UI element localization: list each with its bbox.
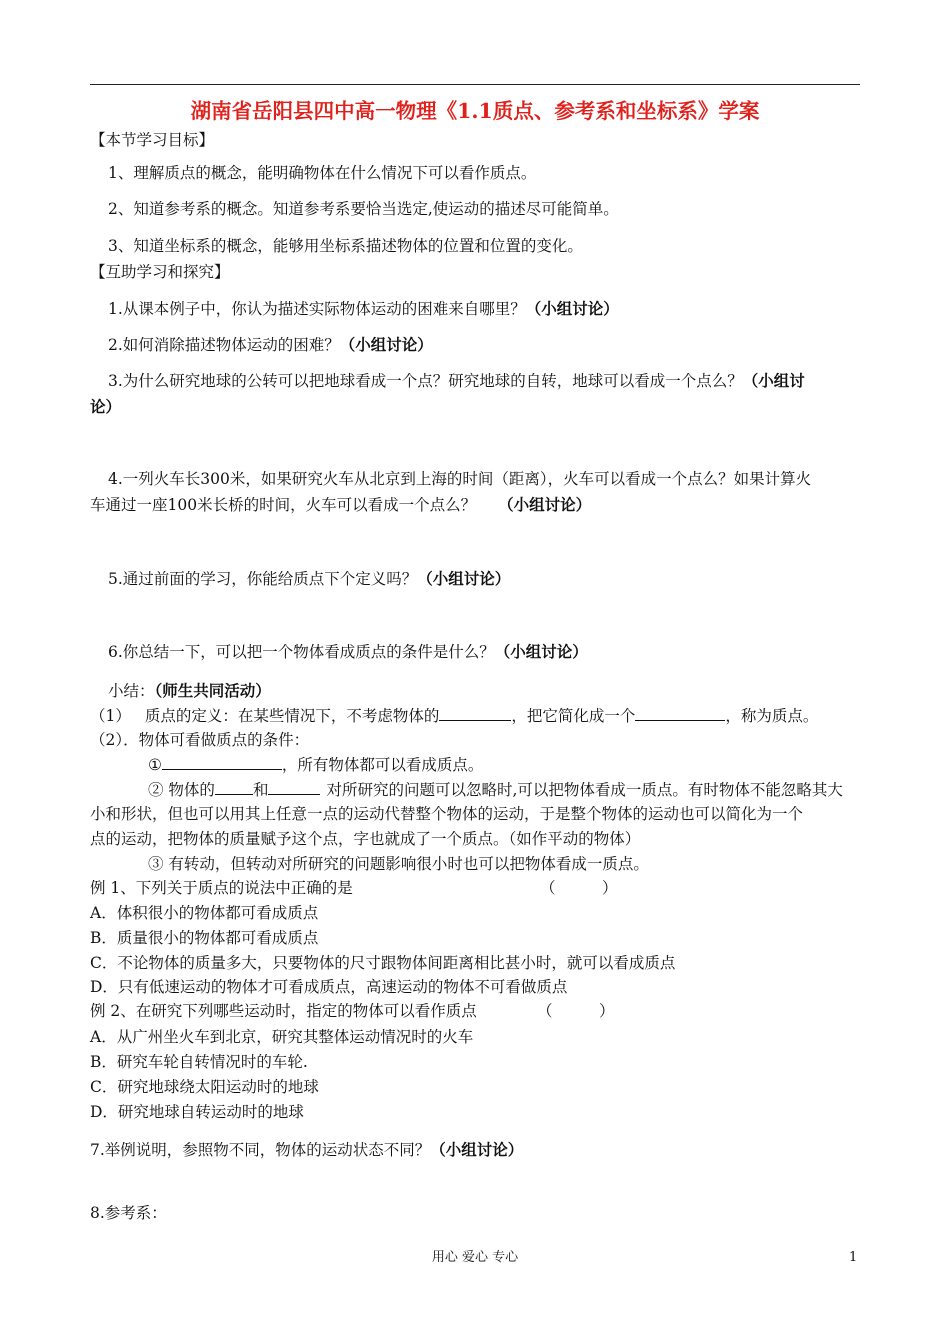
example-1-option-a: A．体积很小的物体都可看成质点: [90, 904, 319, 922]
definition-text-a: 质点的定义：在某些情况下，不考虑物体的: [144, 707, 440, 725]
objective-item-3: 3、知道坐标系的概念，能够用坐标系描述物体的位置和位置的变化。: [108, 237, 583, 255]
summary-conditions: （2）．物体可看做质点的条件：: [90, 731, 310, 749]
summary-label: 小结：: [108, 682, 155, 700]
condition-2: [148, 779, 843, 800]
question-4-line-1: 4.一列火车长300米，如果研究火车从北京到上海的时间（距离），火车可以看成一个点么？如果计算火: [108, 470, 812, 488]
question-2-text: 2.如何消除描述物体运动的困难？: [108, 336, 340, 354]
question-3: [108, 371, 805, 391]
page-footer: 用心 爱心 专心: [431, 1250, 519, 1265]
blank-2[interactable]: [635, 705, 725, 721]
condition-1: [148, 754, 483, 775]
example-2-option-b: B．研究车轮自转情况时的车轮.: [90, 1053, 308, 1071]
page-number: 1: [849, 1250, 858, 1265]
question-5: [108, 569, 510, 589]
group-discussion-tag: （小组讨论）: [498, 495, 592, 514]
example-1-stem: 例 1、下列关于质点的说法中正确的是: [90, 879, 353, 897]
question-6-text: 6.你总结一下，可以把一个物体看成质点的条件是什么？: [108, 643, 495, 661]
example-1-answer-bracket[interactable]: （ ）: [540, 879, 618, 897]
question-6: [108, 642, 588, 662]
summary-heading: [108, 681, 271, 701]
header-rule: [90, 84, 860, 85]
example-2-option-a: A．从广州坐火车到北京，研究其整体运动情况时的火车: [90, 1028, 474, 1046]
example-1-option-d: D．只有低速运动的物体才可看成质点，高速运动的物体不可看做质点: [90, 978, 568, 996]
condition-2-text-a: ② 物体的: [148, 781, 215, 799]
example-2-option-c: C．研究地球绕太阳运动时的地球: [90, 1078, 319, 1096]
question-4-line-2: [90, 495, 591, 515]
summary-definition: [90, 705, 818, 726]
condition-2-text-c: 对所研究的问题可以忽略时,可以把物体看成一质点。有时物体不能忽略其大: [326, 781, 843, 799]
group-discussion-tag: （小组讨: [742, 371, 805, 390]
question-3-tag-wrap: 论）: [90, 397, 122, 416]
condition-2-text-b: 和: [252, 781, 269, 799]
condition-2-line-2: 小和形状，但也可以用其上任意一点的运动代替整个物体的运动，于是整个物体的运动也可以简化为一个: [90, 805, 804, 823]
blank-4[interactable]: [215, 779, 253, 795]
question-2: [108, 335, 433, 355]
example-2-option-d: D．研究地球自转运动时的地球: [90, 1103, 304, 1121]
condition-1-text: ，所有物体都可以看成质点。: [281, 756, 484, 774]
question-1: [108, 299, 619, 319]
group-discussion-tag: （小组讨论）: [525, 299, 619, 318]
condition-1-number: ①: [148, 756, 162, 774]
question-3-text: 3.为什么研究地球的公转可以把地球看成一个点？研究地球的自转，地球可以看成一个点么？: [108, 372, 743, 390]
page-title: 湖南省岳阳县四中高一物理《1.1质点、参考系和坐标系》学案: [190, 99, 760, 123]
summary-tag: （师生共同活动）: [154, 681, 271, 700]
example-1-option-c: C．不论物体的质量多大，只要物体的尺寸跟物体间距离相比甚小时，就可以看成质点: [90, 954, 676, 972]
question-5-text: 5.通过前面的学习，你能给质点下个定义吗？: [108, 570, 418, 588]
blank-5[interactable]: [268, 779, 320, 795]
objective-item-2: 2、知道参考系的概念。知道参考系要恰当选定,使运动的描述尽可能简单。: [108, 200, 619, 218]
definition-text-b: ，把它简化成一个: [511, 707, 636, 725]
objectives-heading: 【本节学习目标】: [90, 131, 215, 149]
objective-item-1: 1、理解质点的概念，能明确物体在什么情况下可以看作质点。: [108, 164, 537, 182]
question-7: [90, 1140, 523, 1160]
question-1-text: 1.从课本例子中，你认为描述实际物体运动的困难来自哪里？: [108, 300, 526, 318]
group-discussion-tag: （小组讨论）: [417, 569, 511, 588]
group-discussion-tag: （小组讨论）: [339, 335, 433, 354]
group-discussion-tag: （小组讨论）: [494, 642, 588, 661]
blank-3[interactable]: [162, 754, 282, 770]
definition-text-c: ，称为质点。: [725, 707, 819, 725]
group-discussion-tag: （小组讨论）: [430, 1140, 524, 1159]
example-2-stem: 例 2、在研究下列哪些运动时，指定的物体可以看作质点: [90, 1002, 477, 1020]
explore-heading: 【互助学习和探究】: [90, 263, 230, 281]
question-4-text: 车通过一座100米长桥的时间，火车可以看成一个点么？: [90, 496, 477, 514]
blank-1[interactable]: [439, 705, 511, 721]
example-1-option-b: B．质量很小的物体都可看成质点: [90, 929, 319, 947]
question-8: 8.参考系：: [90, 1204, 167, 1222]
condition-2-line-3: 点的运动，把物体的质量赋予这个点，字也就成了一个质点。（如作平动的物体）: [90, 830, 641, 848]
question-7-text: 7.举例说明，参照物不同，物体的运动状态不同？: [90, 1141, 431, 1159]
condition-3: ③ 有转动，但转动对所研究的问题影响很小时也可以把物体看成一质点。: [148, 855, 649, 873]
example-2-answer-bracket[interactable]: （ ）: [537, 1002, 615, 1020]
definition-number: （1）: [90, 707, 131, 725]
